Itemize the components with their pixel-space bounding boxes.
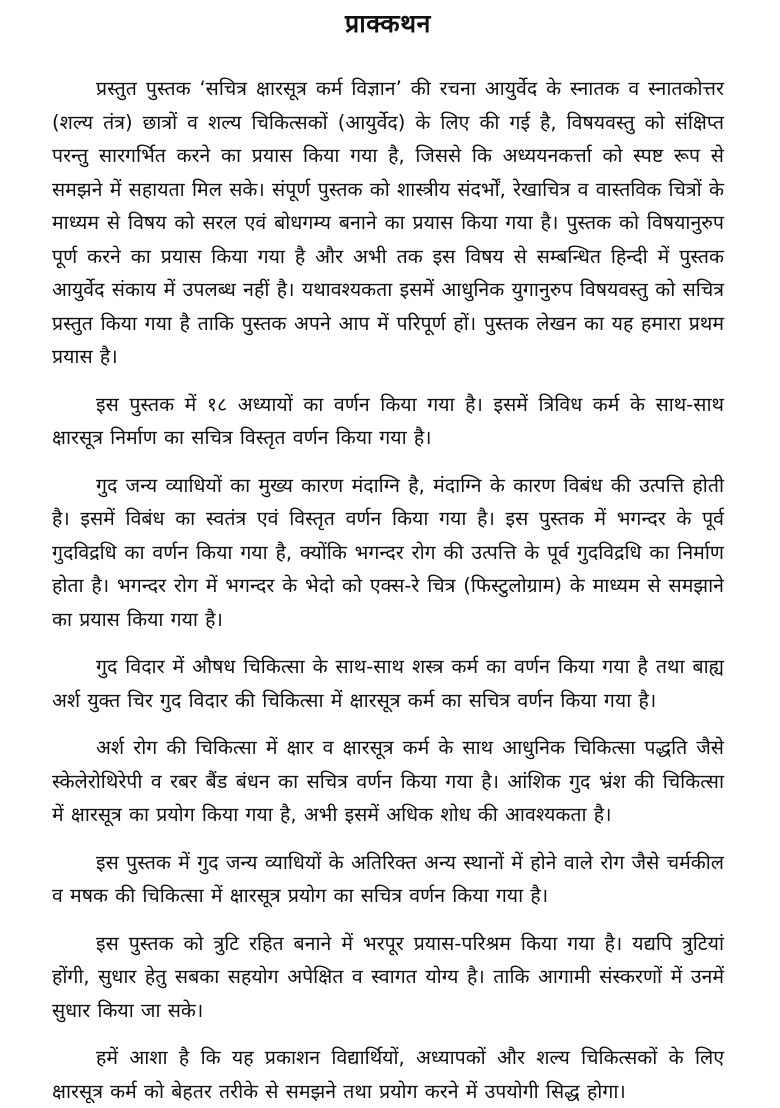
page-title: प्राक्कथन <box>345 9 431 38</box>
paragraph-chapters: इस पुस्तक में १८ अध्यायों का वर्णन किया गया है। इसमें त्रिविध कर्म के साथ-साथ क्षारसूत्र निर्माण का सचित्र विस्तृत वर्णन किया गया है। <box>52 392 724 449</box>
paragraph-vibandha-bhagandar: गुद जन्य व्याधियों का मुख्य कारण मंदाग्नि है, मंदाग्नि के कारण विबंध की उत्पत्ति होती है। इसमें विबंध का स्वतंत्र एवं विस्तृत वर्णन किया गया है। इस पुस्तक में भगन्दर के पूर्व गुदविद्रधि का वर्णन किया गया है, क्योंकि भगन्दर रोग की उत्पत्ति के पूर्व गुदविद्रधि का निर्माण होता है। भगन्दर रोग में भगन्दर के भेदो को एक्स-रे चित्र (फिस्टुलोग्राम) के माध्यम से समझाने का प्रयास किया गया है। <box>52 473 724 631</box>
paragraph-intro: प्रस्तुत पुस्तक ‘सचित्र क्षारसूत्र कर्म विज्ञान’ की रचना आयुर्वेद के स्नातक व स्नातकोत्तर (शल्य तंत्र) छात्रों व शल्य चिकित्सकों (आयुर्वेद) के लिए की गई है, विषयवस्तु को संक्षिप्त परन्तु सारगर्भित करने का प्रयास किया गया है, जिससे कि अध्ययनकर्त्ता को स्पष्ट रूप से समझने में सहायता मिल सके। संपूर्ण पुस्तक को शास्त्रीय संदर्भों, रेखाचित्र व वास्तविक चित्रों के माध्यम से विषय को सरल एवं बोधगम्य बनाने का प्रयास किया गया है। पुस्तक को विषयानुरुप पूर्ण करने का प्रयास किया गया है और अभी तक इस विषय से सम्बन्धित हिन्दी में पुस्तक आयुर्वेद संकाय में उपलब्ध नहीं है। यथावश्यकता इसमें आधुनिक युगानुरुप विषयवस्तु को सचित्र प्रस्तुत किया गया है ताकि पुस्तक अपने आप में परिपूर्ण हों। पुस्तक लेखन का यह हमारा प्रथम प्रयास है। <box>52 77 724 368</box>
paragraph-guda-vidar: गुद विदार में औषध चिकित्सा के साथ-साथ शस्त्र कर्म का वर्णन किया गया है तथा बाह्य अर्श युक्त चिर गुद विदार की चिकित्सा में क्षारसूत्र कर्म का सचित्र वर्णन किया गया है। <box>52 655 724 712</box>
paragraph-hope: हमें आशा है कि यह प्रकाशन विद्यार्थियों, अध्यापकों और शल्य चिकित्सकों के लिए क्षारसूत्र कर्म को बेहतर तरीके से समझने तथा प्रयोग करने में उपयोगी सिद्ध होगा। <box>52 1046 724 1103</box>
paragraph-other-diseases: इस पुस्तक में गुद जन्य व्याधियों के अतिरिक्त अन्य स्थानों में होने वाले रोग जैसे चर्मकील व मषक की चिकित्सा में क्षारसूत्र प्रयोग का सचित्र वर्णन किया गया है। <box>52 850 724 907</box>
paragraph-arsha: अर्श रोग की चिकित्सा में क्षार व क्षारसूत्र कर्म के साथ आधुनिक चिकित्सा पद्धति जैसे स्केलेरोथिरेपी व रबर बैंड बंधन का सचित्र वर्णन किया गया है। आंशिक गुद भ्रंश की चिकित्सा में क्षारसूत्र का प्रयोग किया गया है, अभी इसमें अधिक शोध की आवश्यकता है। <box>52 736 724 826</box>
paragraph-errors: इस पुस्तक को त्रुटि रहित बनाने में भरपूर प्रयास-परिश्रम किया गया है। यद्यपि त्रुटियां होंगी, सुधार हेतु सबका सहयोग अपेक्षित व स्वागत योग्य है। ताकि आगामी संस्करणों में उनमें सुधार किया जा सके। <box>52 931 724 1022</box>
